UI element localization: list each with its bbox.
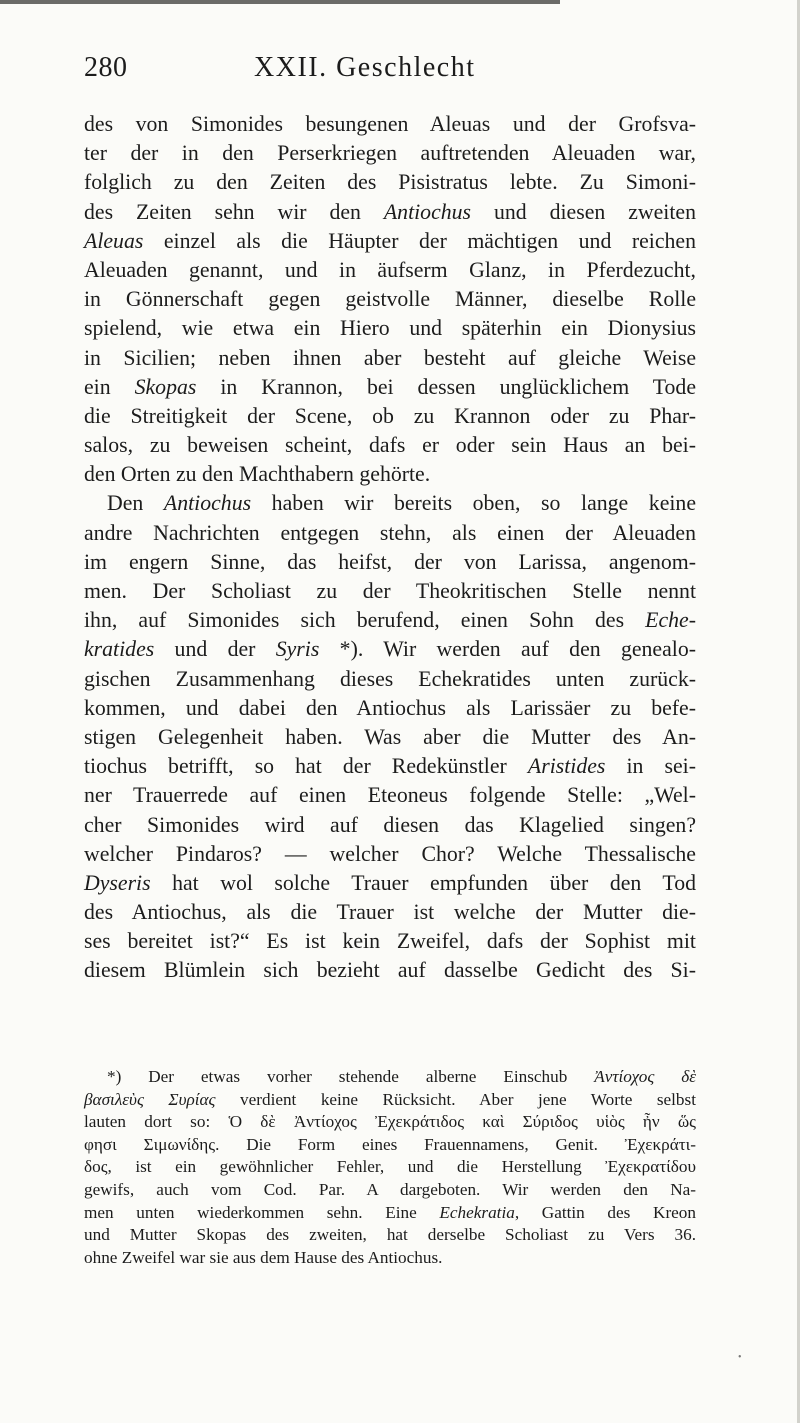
footnote-line: ohne Zweifel war sie aus dem Hause des Antiochus. [84, 1247, 443, 1267]
footnote-line: und Mutter Skopas des zweiten, hat derselbe Scholiast zu Vers 36. [84, 1225, 696, 1245]
footnote-line: δος, ist ein gewöhnlicher Fehler, und die Herstellung Ἐχεκρατίδου [84, 1157, 696, 1177]
text-line: den Orten zu den Machthabern gehörte. [84, 462, 431, 487]
text-line: kratides und der Syris *). Wir werden auf den genealo- [84, 637, 696, 662]
text-line: des Zeiten sehn wir den Antiochus und diesen zweiten [84, 199, 696, 224]
page-header [84, 52, 694, 92]
text-line: ses bereitet ist?“ Es ist kein Zweifel, dafs der Sophist mit [84, 929, 696, 954]
running-head-title: XXII. Geschlecht [254, 52, 476, 83]
text-line: in Sicilien; neben ihnen aber besteht auf gleiche Weise [84, 345, 696, 370]
text-line: andre Nachrichten entgegen stehn, als einen der Aleuaden [84, 520, 696, 545]
footnote-line: lauten dort so: Ὁ δὲ Ἀντίοχος Ἐχεκράτιδος καὶ Σύριδος υἱὸς ἦν ὥς [84, 1112, 696, 1132]
footnote-line: *) Der etwas vorher stehende alberne Einschub Ἀντίοχος δὲ [107, 1067, 696, 1086]
text-line: folglich zu den Zeiten des Pisistratus lebte. Zu Simoni- [84, 170, 696, 195]
footnote-line: men unten wiederkommen sehn. Eine Echekratia, Gattin des Kreon [84, 1202, 696, 1222]
text-line: die Streitigkeit der Scene, ob zu Krannon oder zu Phar- [84, 403, 696, 428]
text-line: stigen Gelegenheit haben. Was aber die Mutter des An- [84, 724, 696, 749]
text-line: im engern Sinne, das heifst, der von Larissa, angenom- [84, 549, 696, 574]
text-line: ter der in den Perserkriegen auftretenden Aleuaden war, [84, 141, 696, 166]
text-line: Aleuaden genannt, und in äufserm Glanz, in Pferdezucht, [84, 257, 696, 282]
text-line: kommen, und dabei den Antiochus als Larissäer zu befe- [84, 695, 696, 720]
footnote-line: φησι Σιμωνίδης. Die Form eines Frauennamens, Genit. Ἐχεκράτι- [84, 1134, 696, 1154]
text-line: men. Der Scholiast zu der Theokritischen Stelle nennt [84, 579, 696, 603]
text-line: des Antiochus, als die Trauer ist welche der Mutter die- [84, 900, 696, 925]
footnote-line: gewifs, auch vom Cod. Par. A dargeboten. Wir werden den Na- [84, 1179, 696, 1199]
text-line: des von Simonides besungenen Aleuas und der Grofsva- [84, 112, 696, 136]
text-line: Den Antiochus haben wir bereits oben, so lange keine [107, 491, 696, 516]
footnote-line: βασιλεὺς Συρίας verdient keine Rücksicht. Aber jene Worte selbst [84, 1089, 696, 1109]
text-line: ein Skopas in Krannon, bei dessen unglücklichem Tode [84, 374, 697, 399]
text-line: ner Trauerrede auf einen Eteoneus folgende Stelle: „Wel- [84, 783, 696, 808]
footnote [84, 1066, 696, 1269]
text-line: gischen Zusammenhang dieses Echekratides unten zurück- [84, 666, 696, 691]
text-line: ihn, auf Simonides sich berufend, einen Sohn des Eche- [84, 608, 696, 633]
page-number: 280 [84, 52, 128, 83]
text-line: Dyseris hat wol solche Trauer empfunden über den Tod [84, 870, 696, 895]
scan-mark: • [738, 1352, 742, 1363]
text-line: diesem Blümlein sich bezieht auf dasselbe Gedicht des Si- [84, 958, 696, 983]
text-line: Aleuas einzel als die Häupter der mächtigen und reichen [84, 228, 696, 253]
top-border-rule [0, 0, 560, 4]
text-line: tiochus betrifft, so hat der Redekünstler Aristides in sei- [84, 754, 696, 779]
text-line: welcher Pindaros? — welcher Chor? Welche Thessalische [84, 841, 696, 866]
text-line: salos, zu beweisen scheint, dafs er oder sein Haus an bei- [84, 433, 696, 458]
text-line: cher Simonides wird auf diesen das Klagelied singen? [84, 812, 696, 837]
main-text-block [84, 110, 696, 986]
text-line: in Gönnerschaft gegen geistvolle Männer, dieselbe Rolle [84, 287, 696, 312]
text-line: spielend, wie etwa ein Hiero und späterhin ein Dionysius [84, 316, 696, 341]
